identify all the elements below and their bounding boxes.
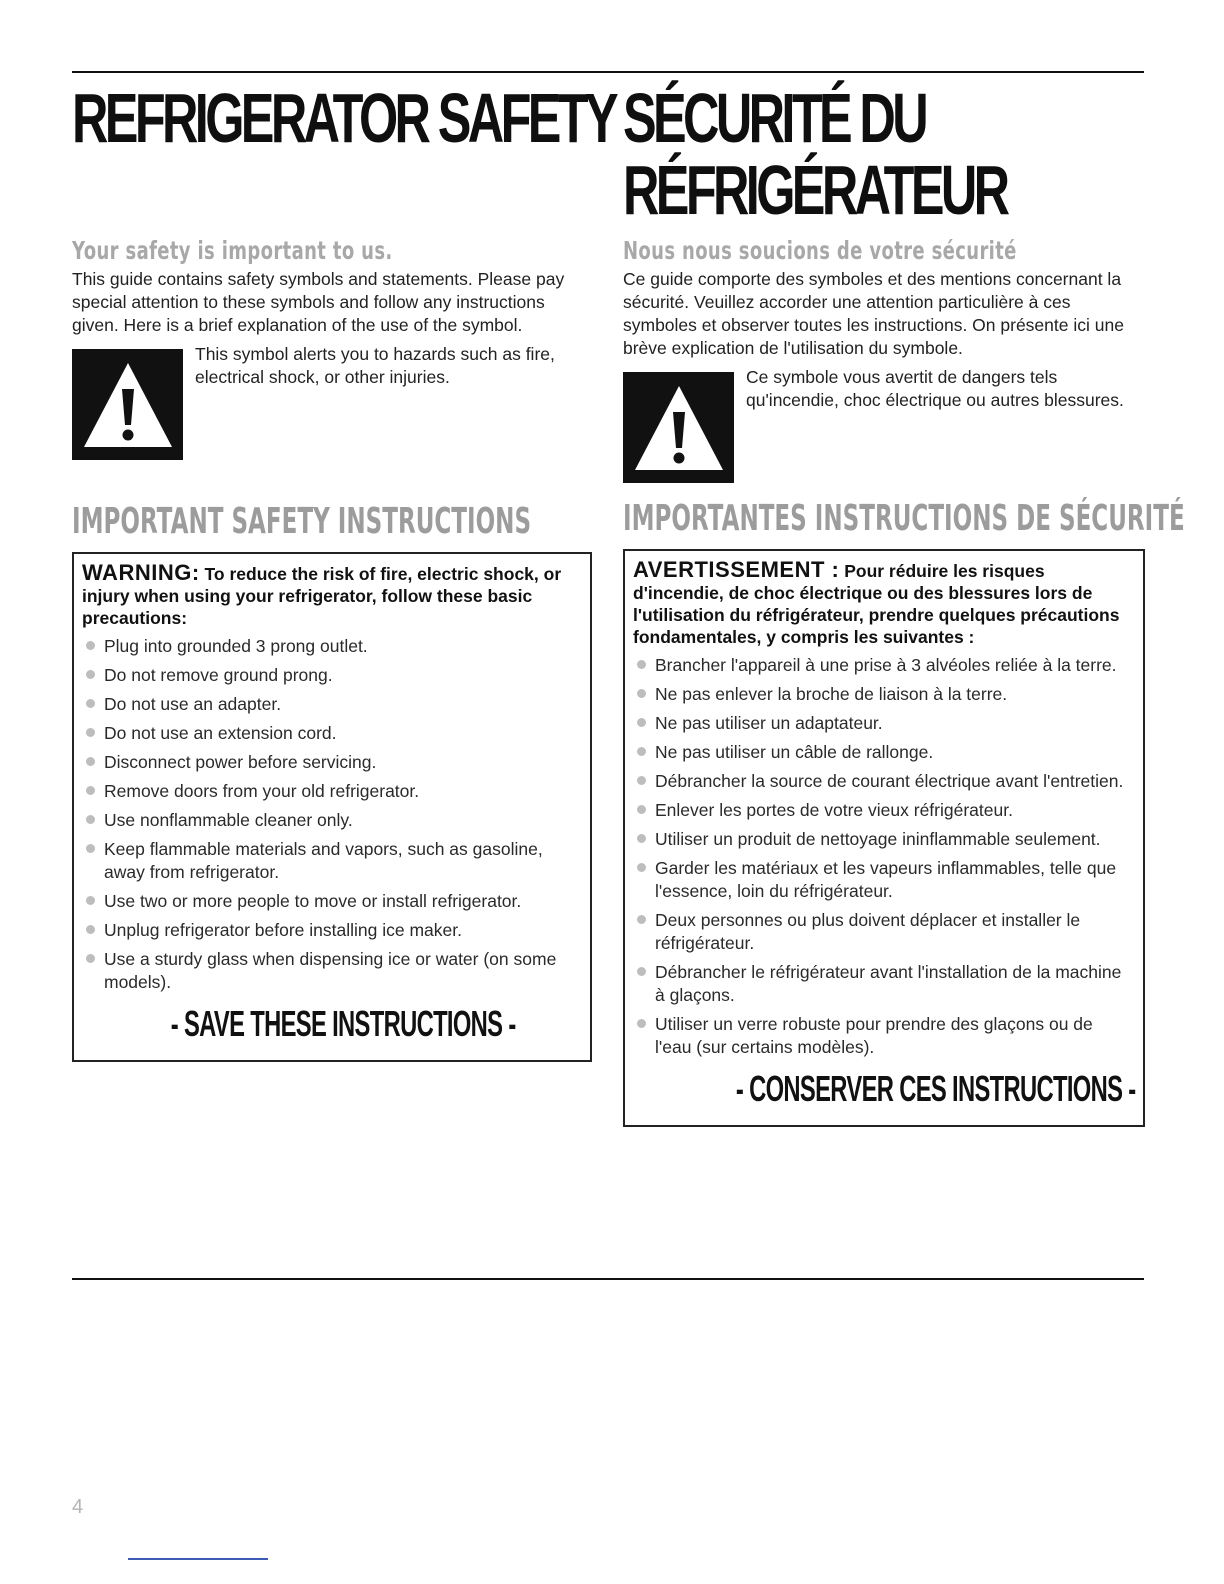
list-item: Ne pas enlever la broche de liaison à la terre. [633, 683, 1133, 706]
warning-box-fr [623, 549, 1145, 1127]
bullet-icon [86, 844, 95, 853]
bullet-icon [86, 699, 95, 708]
list-item: Ne pas utiliser un câble de rallonge. [633, 741, 1133, 764]
list-item: Utiliser un produit de nettoyage ininflammable seulement. [633, 828, 1133, 851]
list-item: Débrancher le réfrigérateur avant l'installation de la machine à glaçons. [633, 961, 1133, 1007]
subtitle: Your safety is important to us. [72, 236, 393, 265]
list-item: Enlever les portes de votre vieux réfrigérateur. [633, 799, 1133, 822]
list-item: Brancher l'appareil à une prise à 3 alvéoles reliée à la terre. [633, 654, 1133, 677]
warning-triangle-icon [623, 372, 734, 483]
list-item: Unplug refrigerator before installing ice maker. [82, 919, 580, 942]
bullet-icon [637, 915, 646, 924]
list-item: Do not use an adapter. [82, 693, 580, 716]
alert-text: This symbol alerts you to hazards such as fire, electrical shock, or other injuries. [195, 344, 555, 387]
bullet-icon [637, 718, 646, 727]
list-item: Garder les matériaux et les vapeurs inflammables, telle que l'essence, loin du réfrigérateur. [633, 857, 1133, 903]
bottom-rule [72, 1278, 1144, 1280]
bullet-icon [637, 805, 646, 814]
warning-text: To reduce the risk of fire, electric shock, or injury when using your refrigerator, follow these basic precautions: [82, 564, 562, 628]
footer-divider [128, 1558, 268, 1560]
bullet-icon [86, 815, 95, 824]
list-item: Use nonflammable cleaner only. [82, 809, 580, 832]
bullet-icon [637, 660, 646, 669]
section-title-fr: IMPORTANTES INSTRUCTIONS DE SÉCURITÉ [623, 498, 1185, 539]
section-title: IMPORTANT SAFETY INSTRUCTIONS [72, 501, 532, 542]
alert-block [72, 344, 592, 460]
bullet-icon [637, 863, 646, 872]
bullet-icon [86, 896, 95, 905]
intro-text: This guide contains safety symbols and statements. Please pay special attention to these symbols and follow any instructions given. Here is a brief explanation of the use of the symbol. [72, 269, 565, 335]
bullet-icon [86, 925, 95, 934]
list-item: Ne pas utiliser un adaptateur. [633, 712, 1133, 735]
bullet-icon [637, 689, 646, 698]
alert-text-fr: Ce symbole vous avertit de dangers tels qu'incendie, choc électrique ou autres blessures. [746, 367, 1124, 410]
bullet-icon [86, 728, 95, 737]
warning-lead-fr [633, 559, 1133, 648]
warning-box [72, 552, 592, 1062]
french-column [623, 79, 1185, 1127]
list-item: Débrancher la source de courant électrique avant l'entretien. [633, 770, 1133, 793]
bullet-icon [86, 786, 95, 795]
bullet-icon [637, 967, 646, 976]
page-title: REFRIGERATOR SAFETY [72, 79, 615, 157]
warning-triangle-icon [72, 349, 183, 460]
list-item: Utiliser un verre robuste pour prendre des glaçons ou de l'eau (sur certains modèles). [633, 1013, 1133, 1059]
page-number: 4 [72, 1496, 84, 1518]
bullet-icon [637, 1019, 646, 1028]
list-item: Do not remove ground prong. [82, 664, 580, 687]
save-instructions-fr: - CONSERVER CES INSTRUCTIONS - [735, 1068, 1136, 1109]
list-item: Deux personnes ou plus doivent déplacer et installer le réfrigérateur. [633, 909, 1133, 955]
precautions-list [82, 635, 580, 994]
bullet-icon [86, 954, 95, 963]
bullet-icon [86, 641, 95, 650]
list-item: Plug into grounded 3 prong outlet. [82, 635, 580, 658]
warning-text-fr: Pour réduire les risques d'incendie, de choc électrique ou des blessures lors de l'utilisation du réfrigérateur, prendre quelques précautions fondamentales, y compris les suivantes : [633, 561, 1120, 647]
list-item: Keep flammable materials and vapors, such as gasoline, away from refrigerator. [82, 838, 580, 884]
save-instructions: - SAVE THESE INSTRUCTIONS - [170, 1003, 516, 1044]
intro-text-fr: Ce guide comporte des symboles et des mentions concernant la sécurité. Veuillez accorder une attention particulière à ces symboles et observer toutes les instructions. On présente ici une brève explication de l'utilisation du symbole. [623, 269, 1124, 358]
warning-label-fr: AVERTISSEMENT : [633, 557, 840, 582]
bullet-icon [637, 776, 646, 785]
alert-block-fr [623, 367, 1145, 483]
bullet-icon [637, 747, 646, 756]
bullet-icon [86, 670, 95, 679]
warning-lead [82, 562, 580, 629]
list-item: Use a sturdy glass when dispensing ice or water (on some models). [82, 948, 580, 994]
list-item: Do not use an extension cord. [82, 722, 580, 745]
bullet-icon [86, 757, 95, 766]
english-column [72, 79, 615, 1062]
precautions-list-fr [633, 654, 1133, 1059]
list-item: Use two or more people to move or install refrigerator. [82, 890, 580, 913]
bullet-icon [637, 834, 646, 843]
list-item: Disconnect power before servicing. [82, 751, 580, 774]
warning-label: WARNING: [82, 560, 200, 585]
list-item: Remove doors from your old refrigerator. [82, 780, 580, 803]
top-rule [72, 71, 1144, 73]
page-title-fr: SÉCURITÉ DU RÉFRIGÉRATEUR [623, 79, 1007, 229]
subtitle-fr: Nous nous soucions de votre sécurité [623, 236, 1017, 265]
